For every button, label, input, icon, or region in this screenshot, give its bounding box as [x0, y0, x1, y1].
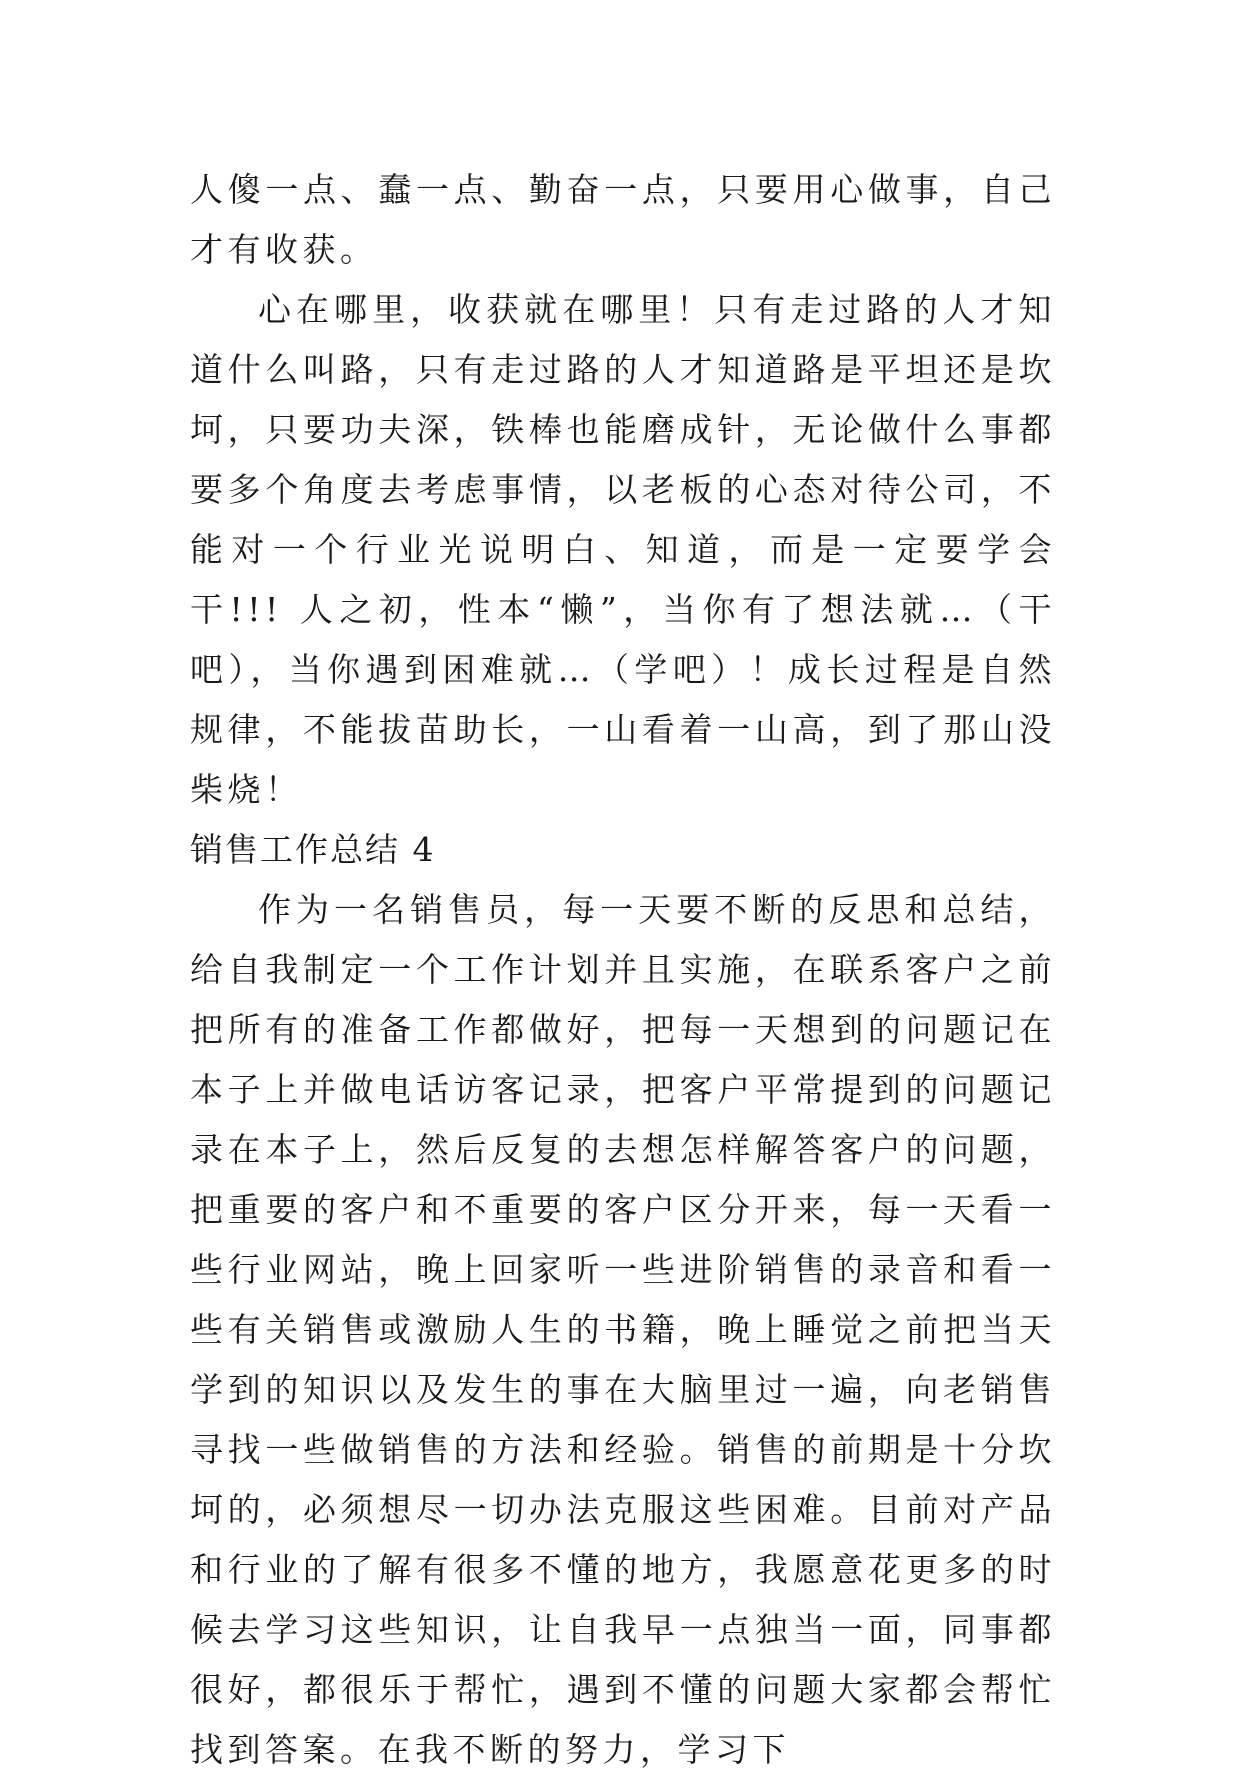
- paragraph-2: 心在哪里，收获就在哪里！只有走过路的人才知道什么叫路，只有走过路的人才知道路是平坦还是坎坷，只要功夫深，铁棒也能磨成针，无论做什么事都要多个角度去考虑事情，以老板的心态对待公司，不能对一个行业光说明白、知道，而是一定要学会干!!! 人之初，性本“懒”，当你有了想法就…（干吧），当你遇到困难就…（学吧）！成长过程是自然规律，不能拔苗助长，一山看着一山高，到了那山没柴烧！: [190, 290, 1056, 809]
- paragraph-1: 人傻一点、蠢一点、勤奋一点，只要用心做事，自己才有收获。: [190, 170, 1056, 269]
- document-body: [190, 160, 1056, 1780]
- section-heading: 销售工作总结 4: [190, 830, 436, 869]
- paragraph-3: 作为一名销售员，每一天要不断的反思和总结，给自我制定一个工作计划并且实施，在联系客户之前把所有的准备工作都做好，把每一天想到的问题记在本子上并做电话访客记录，把客户平常提到的问题记录在本子上，然后反复的去想怎样解答客户的问题，把重要的客户和不重要的客户区分开来，每一天看一些行业网站，晚上回家听一些进阶销售的录音和看一些有关销售或激励人生的书籍，晚上睡觉之前把当天学到的知识以及发生的事在大脑里过一遍，向老销售寻找一些做销售的方法和经验。销售的前期是十分坎坷的，必须想尽一切办法克服这些困难。目前对产品和行业的了解有很多不懂的地方，我愿意花更多的时候去学习这些知识，让自我早一点独当一面，同事都很好，都很乐于帮忙，遇到不懂的问题大家都会帮忙找到答案。在我不断的努力，学习下: [190, 890, 1056, 1769]
